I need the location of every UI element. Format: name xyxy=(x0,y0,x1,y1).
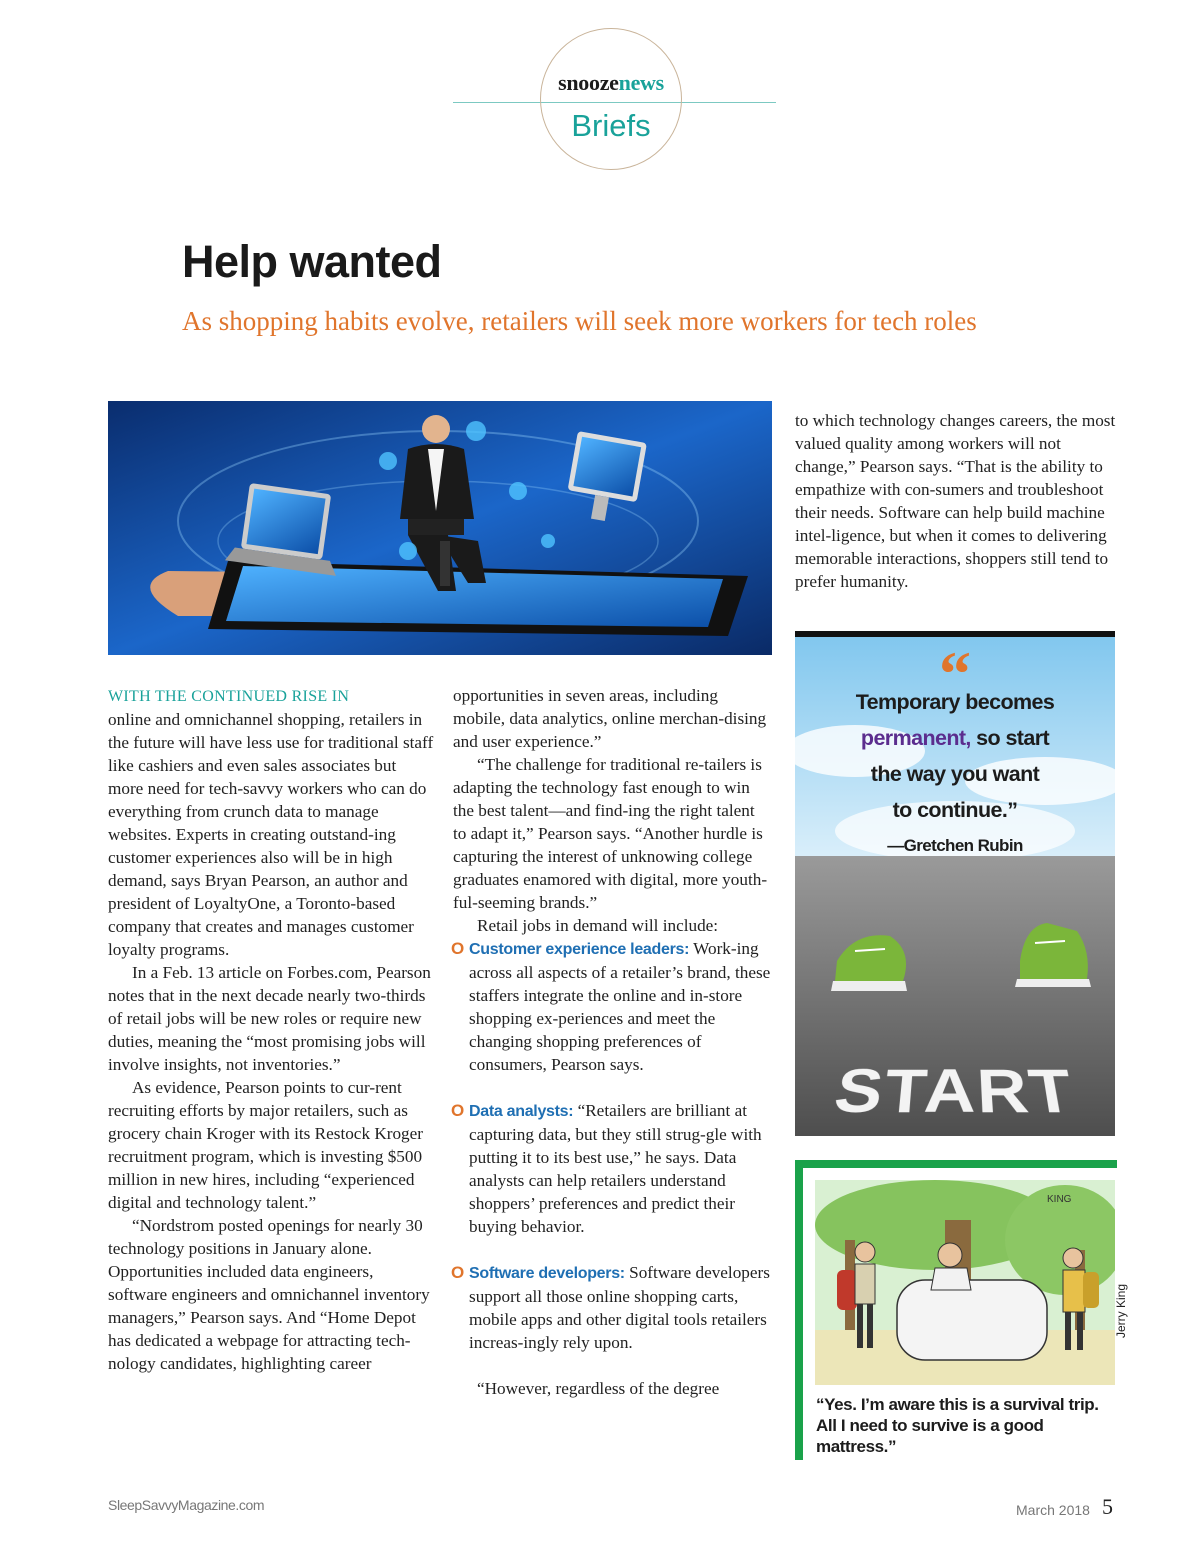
hero-image xyxy=(108,401,772,655)
paragraph: As evidence, Pearson points to cur-rent recruiting efforts by major retailers, such as grocery chain Kroger with its Restock Kroger recruitment program, which is investing $500 million in new hires, including “experienced digital and technology talent.” xyxy=(108,1078,424,1212)
bullet-term: Customer experience leaders: xyxy=(469,941,690,958)
bullet-term: Software developers: xyxy=(469,1265,625,1282)
cartoon-signature: KING xyxy=(1047,1194,1072,1205)
bullet-text: “Retailers are brilliant at capturing data, but they still strug-gle with putting it to its best use,” he says. Data analysts can help retailers understand shoppers’ preferences and predict their buying behavior. xyxy=(469,1101,762,1236)
quote-line: to continue.” xyxy=(892,798,1018,822)
quote-line: the way you want xyxy=(870,762,1040,786)
bullet-item xyxy=(453,1261,771,1354)
paragraph: “Nordstrom posted openings for nearly 30 technology positions in January alone. Opportunities included data engineers, software engineers and omnichannel inventory managers,” Pearson says. And “Home Depot has dedicated a webpage for attracting tech-nology candidates, highlighting career xyxy=(108,1216,430,1373)
masthead-circle xyxy=(540,28,682,170)
lead-in: WITH THE CONTINUED RISE IN xyxy=(108,688,350,705)
quote-author: —Gretchen Rubin xyxy=(887,836,1023,855)
bullet-item xyxy=(453,1099,771,1238)
cartoon-caption: “Yes. I’m aware this is a survival trip. All I need to survive is a good mattress.” xyxy=(816,1395,1099,1456)
page-number: 5 xyxy=(1102,1494,1113,1519)
bullet-marker-icon: O xyxy=(451,1101,465,1120)
footer-site: SleepSavvyMagazine.com xyxy=(108,1497,265,1513)
bullet-text: Work-ing across all aspects of a retailer’s brand, these staffers integrate the online and in-store shopping ex-periences and meet the changing shopping preferences of consumers, Pearson says. xyxy=(469,939,771,1074)
article-column-2 xyxy=(453,684,771,1400)
bullet-marker-icon: O xyxy=(451,939,465,958)
paragraph: In a Feb. 13 article on Forbes.com, Pearson notes that in the next decade nearly two-thirds of retail jobs will be new roles or require new duties, meaning the “most promising jobs will involve insights, not inventories.” xyxy=(108,963,431,1074)
paragraph: “However, regardless of the degree xyxy=(477,1379,720,1398)
bullet-marker-icon: O xyxy=(451,1263,465,1282)
cartoon-credit: Jerry King xyxy=(1114,1283,1128,1338)
road-start-text: START xyxy=(828,1057,1082,1127)
section-label: Briefs xyxy=(571,108,651,143)
brand-logo xyxy=(540,70,682,96)
bullet-text: Software developers support all those online shopping carts, mobile apps and other digital tools retailers increas-ingly rely upon. xyxy=(469,1263,770,1352)
paragraph: “The challenge for traditional re-tailers is adapting the technology fast enough to win the best talent—and find-ing the right talent to adapt it,” Pearson says. “Another hurdle is capturing the interest of unknowing college graduates enamored with digital, more youth-ful-seeming brands.” xyxy=(453,755,768,912)
headline: Help wanted xyxy=(182,236,442,287)
paragraph: online and omnichannel shopping, retailers in the future will have less use for traditional staff like cashiers and even sales associates but more need for tech-savvy workers who can do everything from crunch data to manage websites. Experts in creating outstand-ing customer experiences also will be in high demand, says Bryan Pearson, an author and president of LoyaltyOne, a Toronto-based company that creates and manages customer loyalty programs. xyxy=(108,710,434,959)
quote-line xyxy=(795,726,1115,751)
cartoon-top-rule xyxy=(795,1160,1117,1168)
bullet-item xyxy=(453,937,771,1076)
quote-emphasis: permanent, xyxy=(860,726,971,750)
subheadline: As shopping habits evolve, retailers will seek more workers for tech roles xyxy=(182,306,977,336)
quote-line: Temporary becomes xyxy=(855,690,1055,714)
cartoon-left-rule xyxy=(795,1160,803,1460)
paragraph: opportunities in seven areas, including mobile, data analytics, online merchan-dising and user experience.” xyxy=(453,686,767,751)
brand-part-news: news xyxy=(618,70,664,95)
brand-part-snooze: snooze xyxy=(558,70,619,95)
paragraph: to which technology changes careers, the most valued quality among workers will not change,” Pearson says. “That is the ability to empathize with con-sumers and troubleshoot their needs. Software can help build machine intel-ligence, but when it comes to delivering memorable interactions, shoppers still tend to prefer humanity. xyxy=(795,411,1116,591)
article-column-3 xyxy=(795,409,1117,593)
bullet-term: Data analysts: xyxy=(469,1103,574,1120)
footer-date: March 2018 xyxy=(1016,1502,1090,1518)
paragraph: Retail jobs in demand will include: xyxy=(477,916,719,935)
quote-text: so start xyxy=(970,726,1050,750)
quote-mark-icon: “ xyxy=(939,638,971,709)
article-column-1 xyxy=(108,684,434,1375)
quote-top-rule xyxy=(795,631,1115,637)
